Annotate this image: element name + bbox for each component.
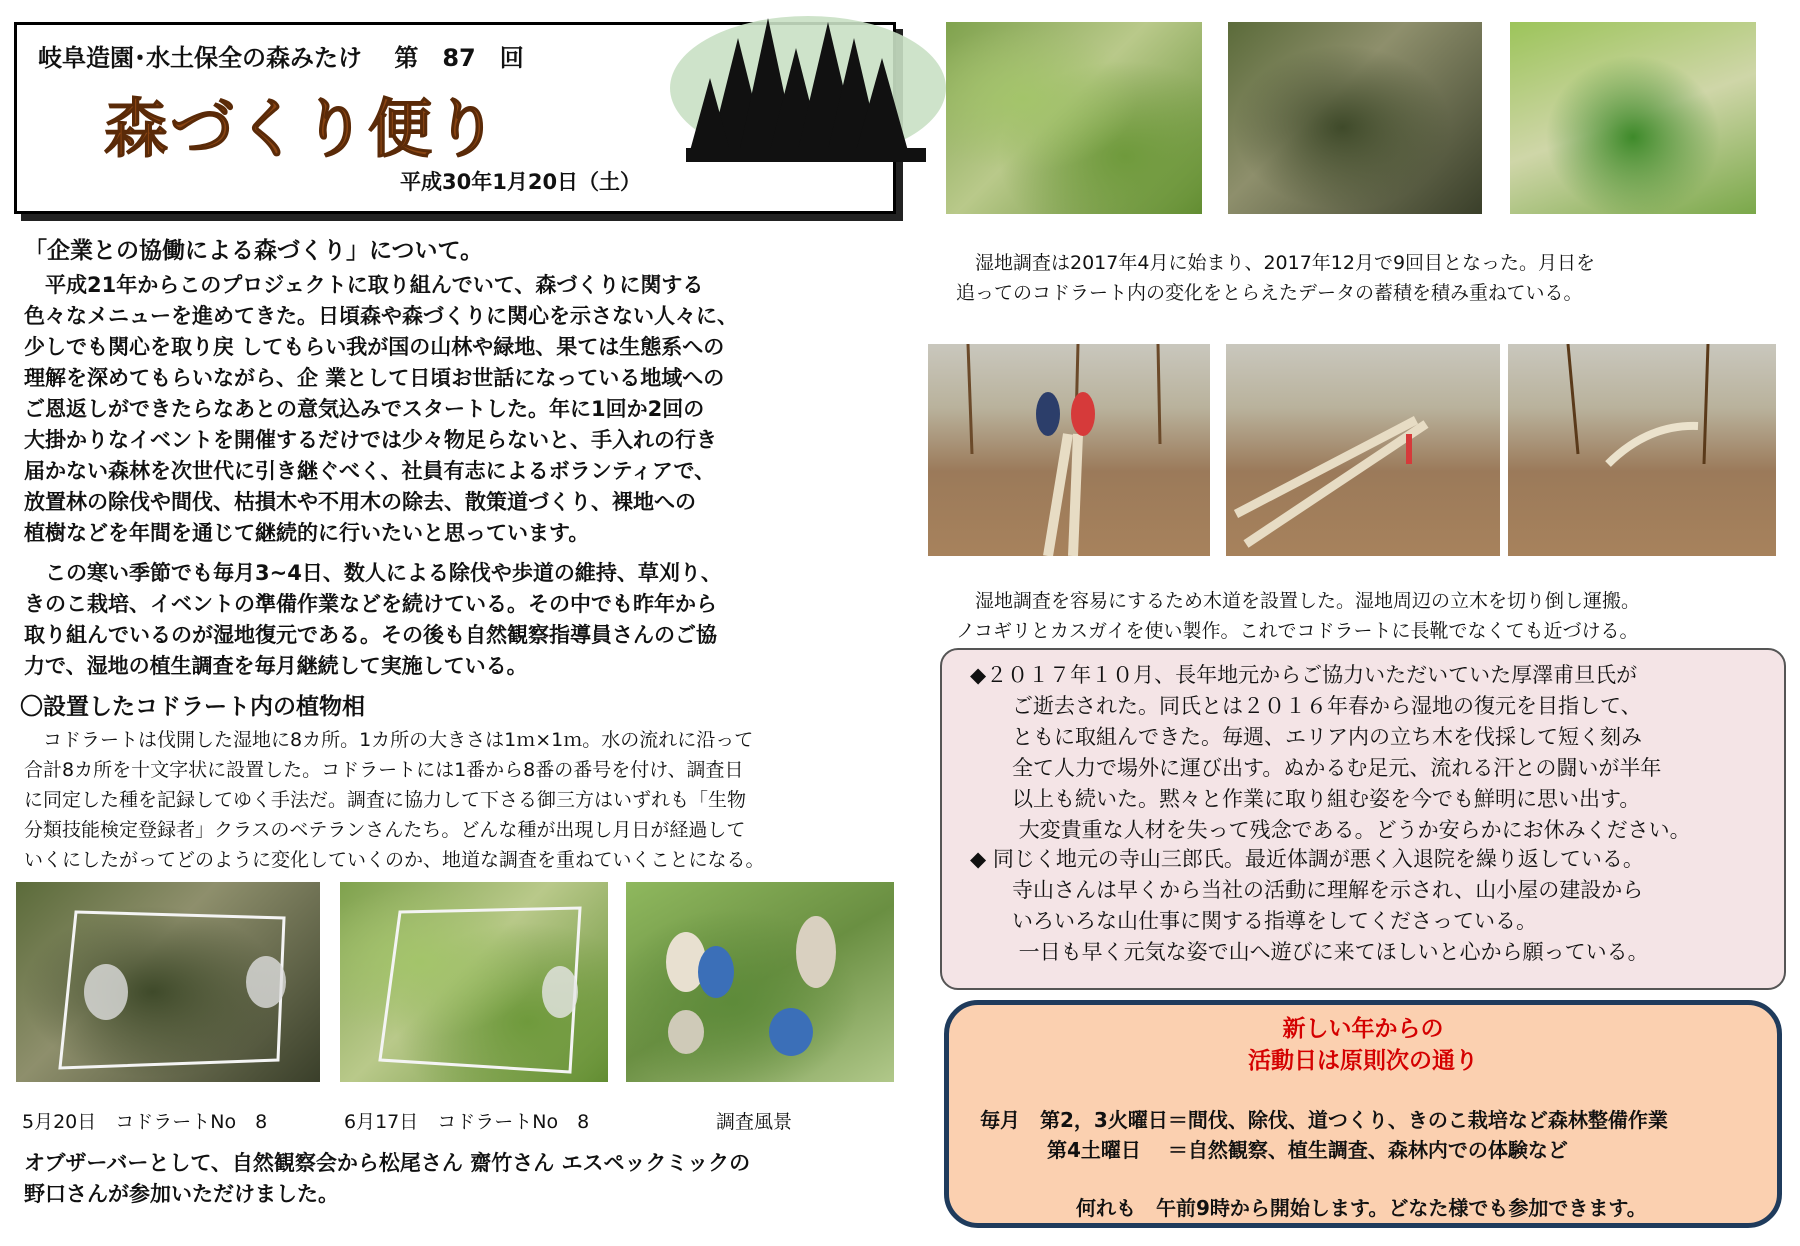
text-line: 大掛かりなイベントを開催するだけでは少々物足らないと、手入れの行き <box>24 428 717 452</box>
text-line: ノコギリとカスガイを使い製作。これでコドラートに長靴でなくても近づける。 <box>956 620 1639 642</box>
photo-wetland-1 <box>946 22 1202 214</box>
photo-boardwalk-2 <box>1226 344 1500 556</box>
intro-para1 <box>24 270 738 549</box>
text-line: 以上も続いた。黙々と作業に取り組む姿を今でも鮮明に思い出す。 <box>970 787 1641 811</box>
text-line: 放置林の除伐や間伐、枯損木や不用木の除去、散策道づくり、裸地への <box>24 490 696 514</box>
photo-boardwalk-1 <box>928 344 1210 556</box>
text-line: 平成21年からこのプロジェクトに取り組んでいて、森づくりに関する <box>24 273 704 297</box>
text-line: ご逝去された。同氏とは２０１６年春から湿地の復元を目指して、 <box>970 694 1642 718</box>
text-line: オブザーバーとして、自然観察会から松尾さん 齋竹さん エスペックミックの <box>24 1151 751 1175</box>
photo-boardwalk-3 <box>1508 344 1776 556</box>
text-line: きのこ栽培、イベントの準備作業などを続けている。その中でも昨年から <box>24 592 717 616</box>
photo-survey-scene <box>626 882 894 1082</box>
text-line: 一日も早く元気な姿で山へ遊びに来てほしいと心から願っている。 <box>970 940 1649 964</box>
observer-text <box>24 1148 750 1210</box>
schedule-line-3: 何れも 午前9時から開始します。どなた様でも参加できます。 <box>1076 1196 1647 1220</box>
intro-heading: 「企業との協働による森づくり」について。 <box>24 238 484 264</box>
text-line: 力で、湿地の植生調査を毎月継続して実施している。 <box>24 654 528 678</box>
text-line: いろいろな山仕事に関する指導をしてくださっている。 <box>970 909 1537 933</box>
text-line: ◆ 同じく地元の寺山三郎氏。最近体調が悪く入退院を繰り返している。 <box>970 847 1644 871</box>
text-line: 野口さんが参加いただけました。 <box>24 1182 339 1206</box>
caption-may: 5月20日 コドラートNo 8 <box>22 1111 268 1133</box>
newsletter-title: 森づくり便り <box>104 93 500 167</box>
schedule-line-2: 第4土曜日 ＝自然観察、植生調査、森林内での体験など <box>980 1138 1568 1162</box>
notice-item-2 <box>970 844 1649 968</box>
notice-item-1 <box>970 660 1691 846</box>
boardwalk-caption <box>956 586 1640 646</box>
photo-quadrat-june <box>340 882 608 1082</box>
text-line: 植樹などを年間を通じて継続的に行いたいと思っています。 <box>24 521 590 545</box>
caption-june: 6月17日 コドラートNo 8 <box>344 1111 590 1133</box>
intro-para2 <box>24 558 722 682</box>
caption-survey: 調査風景 <box>716 1111 793 1133</box>
text-line: 合計8カ所を十文字状に設置した。コドラートには1番から8番の番号を付け、調査日 <box>24 759 744 781</box>
text-line: 大変貴重な人材を失って残念である。どうか安らかにお休みください。 <box>970 818 1691 842</box>
text-line: ◆２０１７年１０月、長年地元からご協力いただいていた厚澤甫旦氏が <box>970 663 1638 687</box>
text-line: 全て人力で場外に運び出す。ぬかるむ足元、流れる汗との闘いが半年 <box>970 756 1662 780</box>
text-line: 分類技能検定登録者」クラスのベテランさんたち。どんな種が出現し月日が経過して <box>24 819 746 841</box>
text-line: ともに取組んできた。毎週、エリア内の立ち木を伐採して短く刻み <box>970 725 1642 749</box>
text-line: この寒い季節でも毎月3~4日、数人による除伐や歩道の維持、草刈り、 <box>24 561 722 585</box>
text-line: 湿地調査を容易にするため木道を設置した。湿地周辺の立木を切り倒し運搬。 <box>956 590 1641 612</box>
photo-wetland-2 <box>1228 22 1482 214</box>
text-line: 湿地調査は2017年4月に始まり、2017年12月で9回目となった。月日を <box>956 252 1596 274</box>
schedule-line-1: 毎月 第2，3火曜日＝間伐、除伐、道つくり、きのこ栽培など森林整備作業 <box>980 1108 1668 1132</box>
photo-quadrat-may <box>16 882 320 1082</box>
schedule-title-line1: 新しい年からの <box>1282 1016 1444 1042</box>
text-line: 取り組んでいるのが湿地復元である。その後も自然観察指導員さんのご協 <box>24 623 717 647</box>
quadrat-heading: 〇設置したコドラート内の植物相 <box>20 694 365 720</box>
quadrat-text <box>24 725 765 875</box>
photo-wetland-3 <box>1510 22 1756 214</box>
text-line: 追ってのコドラート内の変化をとらえたデータの蓄積を積み重ねている。 <box>956 282 1583 304</box>
text-line: に同定した種を記録してゆく手法だ。調査に協力して下さる御三方はいずれも「生物 <box>24 789 747 811</box>
text-line: 届かない森林を次世代に引き継ぐべく、社員有志によるボランティアで、 <box>24 459 716 483</box>
text-line: 少しでも関心を取り戻 してもらい我が国の山林や緑地、果ては生態系への <box>24 335 725 359</box>
text-line: 寺山さんは早くから当社の活動に理解を示され、山小屋の建設から <box>970 878 1644 902</box>
text-line: 色々なメニューを進めてきた。日頃森や森づくりに関心を示さない人々に、 <box>24 304 738 328</box>
org-line: 岐阜造園･水土保全の森みたけ 第 87 回 <box>38 44 524 72</box>
schedule-title-line2: 活動日は原則次の通り <box>1248 1048 1478 1074</box>
issue-date: 平成30年1月20日（土） <box>400 170 642 194</box>
text-line: 理解を深めてもらいながら、企 業として日頃お世話になっている地域への <box>24 366 725 390</box>
text-line: いくにしたがってどのように変化していくのか、地道な調査を重ねていくことになる。 <box>24 849 765 871</box>
text-line: コドラートは伐開した湿地に8カ所。1カ所の大きさは1ｍ×1ｍ。水の流れに沿って <box>24 729 754 751</box>
text-line: ご恩返しができたらなあとの意気込みでスタートした。年に1回か2回の <box>24 397 705 421</box>
wetland-caption <box>956 248 1595 308</box>
forest-trees-illustration <box>668 8 948 168</box>
